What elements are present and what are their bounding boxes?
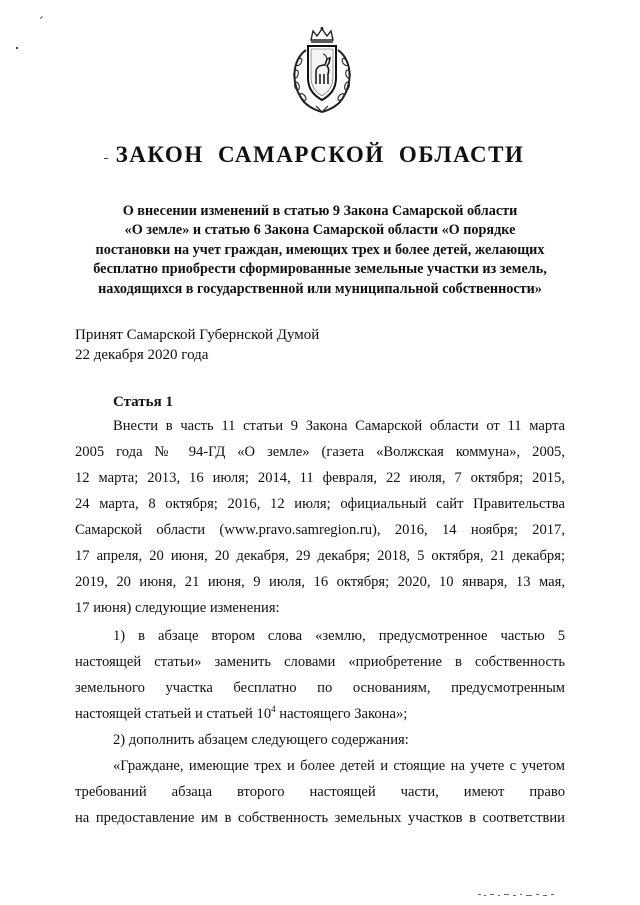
subject-line: находящихся в государственной или муниципальной собственности» [98,280,542,297]
quoted-paragraph [75,753,565,831]
paragraph-line: 17 июня) следующие изменения: [75,600,280,616]
law-subject [58,202,582,299]
paragraph-line [75,701,565,727]
paragraph-line: 24 марта, 8 октября; 2016, 12 июля; официальный сайт Правительства [75,496,565,512]
samara-coat-of-arms-icon [286,26,358,114]
item1-text-before: настоящей статьей и статьей 10 [75,706,272,722]
paragraph-line: настоящей статьи» заменить словами «приобретение в собственность [75,654,565,670]
paragraph-line: Самарской области (www.pravo.samregion.ru), 2016, 14 ноября; 2017, [75,522,565,538]
amendment-item-2 [75,727,565,753]
law-title: ЗАКОН САМАРСКОЙ ОБЛАСТИ [115,142,525,167]
paragraph-line: «Граждане, имеющие трех и более детей и стоящие на учете с учетом [113,758,565,774]
adopted-date: 22 декабря 2020 года [75,347,209,363]
adopted-by: Принят Самарской Губернской Думой [75,327,320,343]
scan-dust [478,893,558,897]
paragraph-line: 12 марта; 2013, 16 июля; 2014, 11 февраля, 22 июля, 7 октября; 2015, [75,470,565,486]
item1-text-after: настоящего Закона»; [275,706,408,722]
paragraph-line: на предоставление им в собственность земельных участков в соответствии [75,810,565,826]
superscript-index: 4 [271,704,276,714]
paragraph-line: Внести в часть 11 статьи 9 Закона Самарской области от 11 марта [113,418,565,434]
amendment-item-1 [75,623,565,727]
paragraph-line: 2) дополнить абзацем следующего содержания: [113,732,409,748]
article-heading: Статья 1 [113,394,173,410]
scan-speck [40,16,43,19]
paragraph-line: 2005 года № 94-ГД «О земле» (газета «Волжская коммуна», 2005, [75,444,565,460]
paragraph-line: 1) в абзаце втором слова «землю, предусмотренное частью 5 [113,628,565,644]
scan-speck [16,47,18,49]
paragraph-line: земельного участка бесплатно по основаниям, предусмотренным [75,680,565,696]
paragraph-line: требований абзаца второго настоящей части, имеют право [75,784,565,800]
subject-line: постановки на учет граждан, имеющих трех и более детей, желающих [95,241,545,258]
article-intro [75,413,565,621]
paragraph-line: 17 апреля, 20 июня, 20 декабря, 29 декабря; 2018, 5 октября, 21 декабря; [75,548,565,564]
subject-line: «О земле» и статью 6 Закона Самарской области «О порядке [124,222,516,239]
subject-line: бесплатно приобрести сформированные земельные участки из земель, [93,261,547,278]
adoption-note [75,325,319,365]
paragraph-line: 2019, 20 июня, 21 июня, 9 июля, 16 октября; 2020, 10 января, 13 мая, [75,574,565,590]
subject-line: О внесении изменений в статью 9 Закона Самарской области [122,203,518,219]
